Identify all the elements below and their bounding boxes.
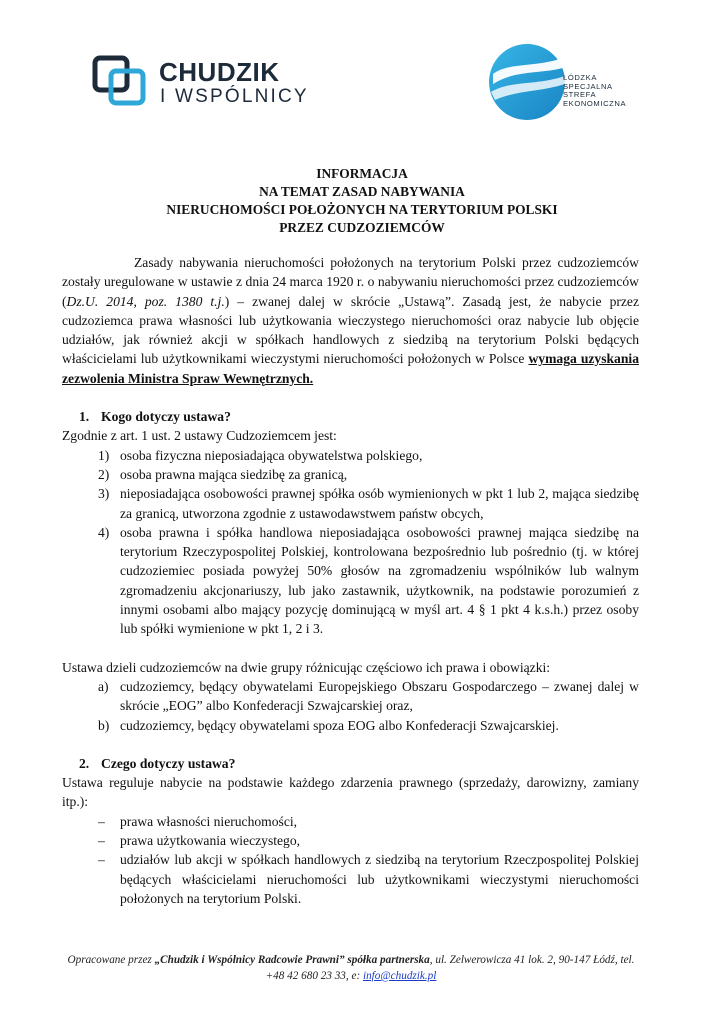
lsse-line: SPECJALNA xyxy=(563,81,613,91)
section-number: 2. xyxy=(79,755,90,771)
list-item-text: cudzoziemcy, będący obywatelami spoza EOG albo Konfederacji Szwajcarskiej. xyxy=(120,717,559,733)
footer-address: , ul. Zelwerowicza 41 lok. 2, 90-147 Łódź, tel. +48 42 680 23 33, e: xyxy=(265,954,635,982)
document-body xyxy=(62,253,639,908)
list-item xyxy=(62,484,639,523)
lsse-line: ŁÓDZKA xyxy=(563,73,597,82)
list-item-text: osoba prawna mająca siedzibę za granicą, xyxy=(120,466,348,482)
list-item-text: nieposiadająca osobowości prawnej spółka osób wymienionych w pkt 1 lub 2, mająca siedzibę za granicą, utworzona zgodnie z ustawodawstwem państw obcych, xyxy=(120,486,639,521)
list-marker: b) xyxy=(98,717,110,733)
section-1-lead: Zgodnie z art. 1 ust. 2 ustawy Cudzoziemcem jest: xyxy=(62,428,337,444)
list-marker: – xyxy=(98,813,105,829)
groups-lead: Ustawa dzieli cudzoziemców na dwie grupy różnicując częściowo ich prawa i obowiązki: xyxy=(62,659,551,675)
section-title: Czego dotyczy ustawa? xyxy=(101,755,236,771)
list-marker: a) xyxy=(98,678,109,694)
title-line: NA TEMAT ZASAD NABYWANIA xyxy=(259,184,465,199)
logo-name: CHUDZIK xyxy=(159,57,280,87)
list-item-text: osoba fizyczna nieposiadająca obywatelstwa polskiego, xyxy=(120,447,423,463)
scope-list xyxy=(62,812,639,908)
foreigner-definition-list xyxy=(62,446,639,639)
list-item-text: osoba prawna i spółka handlowa nieposiadająca osobowości prawnej mająca siedzibę na terytorium Rzeczypospolitej Polskiej, kontrolowana bezpośrednio lub pośrednio (tj. w której cudzoziemiec posiada powyżej 50% głosów na zgromadzeniu wspólników lub walnym zgromadzeniu akcjonariuszy, lub jako zastawnik, użytkownik, na podstawie porozumień z innymi osobami albo mający pozycję dominującą w myśl art. 4 § 1 pkt 4 k.s.h.) przez osoby lub spółki wymienione w pkt 1, 2 i 3. xyxy=(120,524,639,637)
list-item-text: udziałów lub akcji w spółkach handlowych z siedzibą na terytorium Rzeczpospolitej Polskiej będących właścicielami nieruchomości lub użytkownikami wieczystymi nieruchomości położonych na terytorium Polski. xyxy=(120,852,639,906)
list-item xyxy=(62,812,639,831)
chudzik-logo-icon xyxy=(92,55,154,107)
intro-text: Zasady nabywania nieruchomości położonych na terytorium Polski przez cudzoziemców zostały uregulowane w ustawie z dnia 24 marca 1920 r. o nabywaniu nieruchomości przez cudzoziemców ( xyxy=(62,255,639,309)
lsse-name xyxy=(563,74,626,108)
footer-text: Opracowane przez xyxy=(67,954,155,966)
list-item-text: prawa własności nieruchomości, xyxy=(120,813,298,829)
title-line: INFORMACJA xyxy=(316,166,408,181)
list-item xyxy=(62,446,639,465)
list-item-text: prawa użytkowania wieczystego, xyxy=(120,833,301,849)
section-1-heading xyxy=(62,407,639,426)
intro-citation: Dz.U. 2014, poz. 1380 t.j. xyxy=(66,293,225,309)
list-item xyxy=(62,677,639,716)
document-title xyxy=(62,165,662,237)
list-item xyxy=(62,850,639,908)
footer-email-link[interactable]: info@chudzik.pl xyxy=(362,970,437,982)
logo-subtitle: I WSPÓLNICY xyxy=(160,86,309,107)
list-marker: 2) xyxy=(98,466,110,482)
list-item xyxy=(62,465,639,484)
list-item-text: cudzoziemcy, będący obywatelami Europejskiego Obszaru Gospodarczego – zwanej dalej w skrócie „EOG” albo Konfederacji Szwajcarskiej oraz, xyxy=(120,678,639,714)
lsse-logo xyxy=(487,40,637,125)
list-marker: 4) xyxy=(98,524,110,540)
page-footer xyxy=(62,952,640,984)
list-marker: 3) xyxy=(98,486,110,502)
list-item xyxy=(62,716,639,735)
chudzik-logo xyxy=(92,55,309,111)
intro-text: ) – zwanej dalej w skrócie „Ustawą”. Zasadą jest, że nabycie przez cudzoziemca prawa własności lub użytkowania wieczystego nieruchomości oraz nabycie lub objęcie udziałów, jak również akcji w spółkach handlowych z siedzibą na terytorium Polski będących właścicielami lub użytkownikami wieczystymi nieruchomości położonych w Polsce xyxy=(62,293,639,367)
list-marker: – xyxy=(98,833,105,849)
intro-paragraph xyxy=(62,253,639,388)
section-title: Kogo dotyczy ustawa? xyxy=(101,409,231,425)
footer-firm: „Chudzik i Wspólnicy Radcowie Prawni” spółka partnerska xyxy=(154,954,430,966)
groups-list xyxy=(62,677,639,735)
section-number: 1. xyxy=(79,409,90,425)
list-marker: – xyxy=(98,852,105,868)
section-2-lead: Ustawa reguluje nabycie na podstawie każdego zdarzenia prawnego (sprzedaży, darowizny, zamiany itp.): xyxy=(62,775,639,810)
list-item xyxy=(62,831,639,850)
intro-emphasis: wymaga uzyskania zezwolenia Ministra Spraw Wewnętrznych. xyxy=(62,351,639,386)
lsse-line: EKONOMICZNA xyxy=(563,98,627,108)
lsse-line: STREFA xyxy=(563,90,597,100)
list-item xyxy=(62,523,639,639)
title-line: PRZEZ CUDZOZIEMCÓW xyxy=(279,220,445,235)
title-line: NIERUCHOMOŚCI POŁOŻONYCH NA TERYTORIUM POLSKI xyxy=(166,202,558,217)
list-marker: 1) xyxy=(98,447,110,463)
section-2-heading xyxy=(62,754,639,773)
